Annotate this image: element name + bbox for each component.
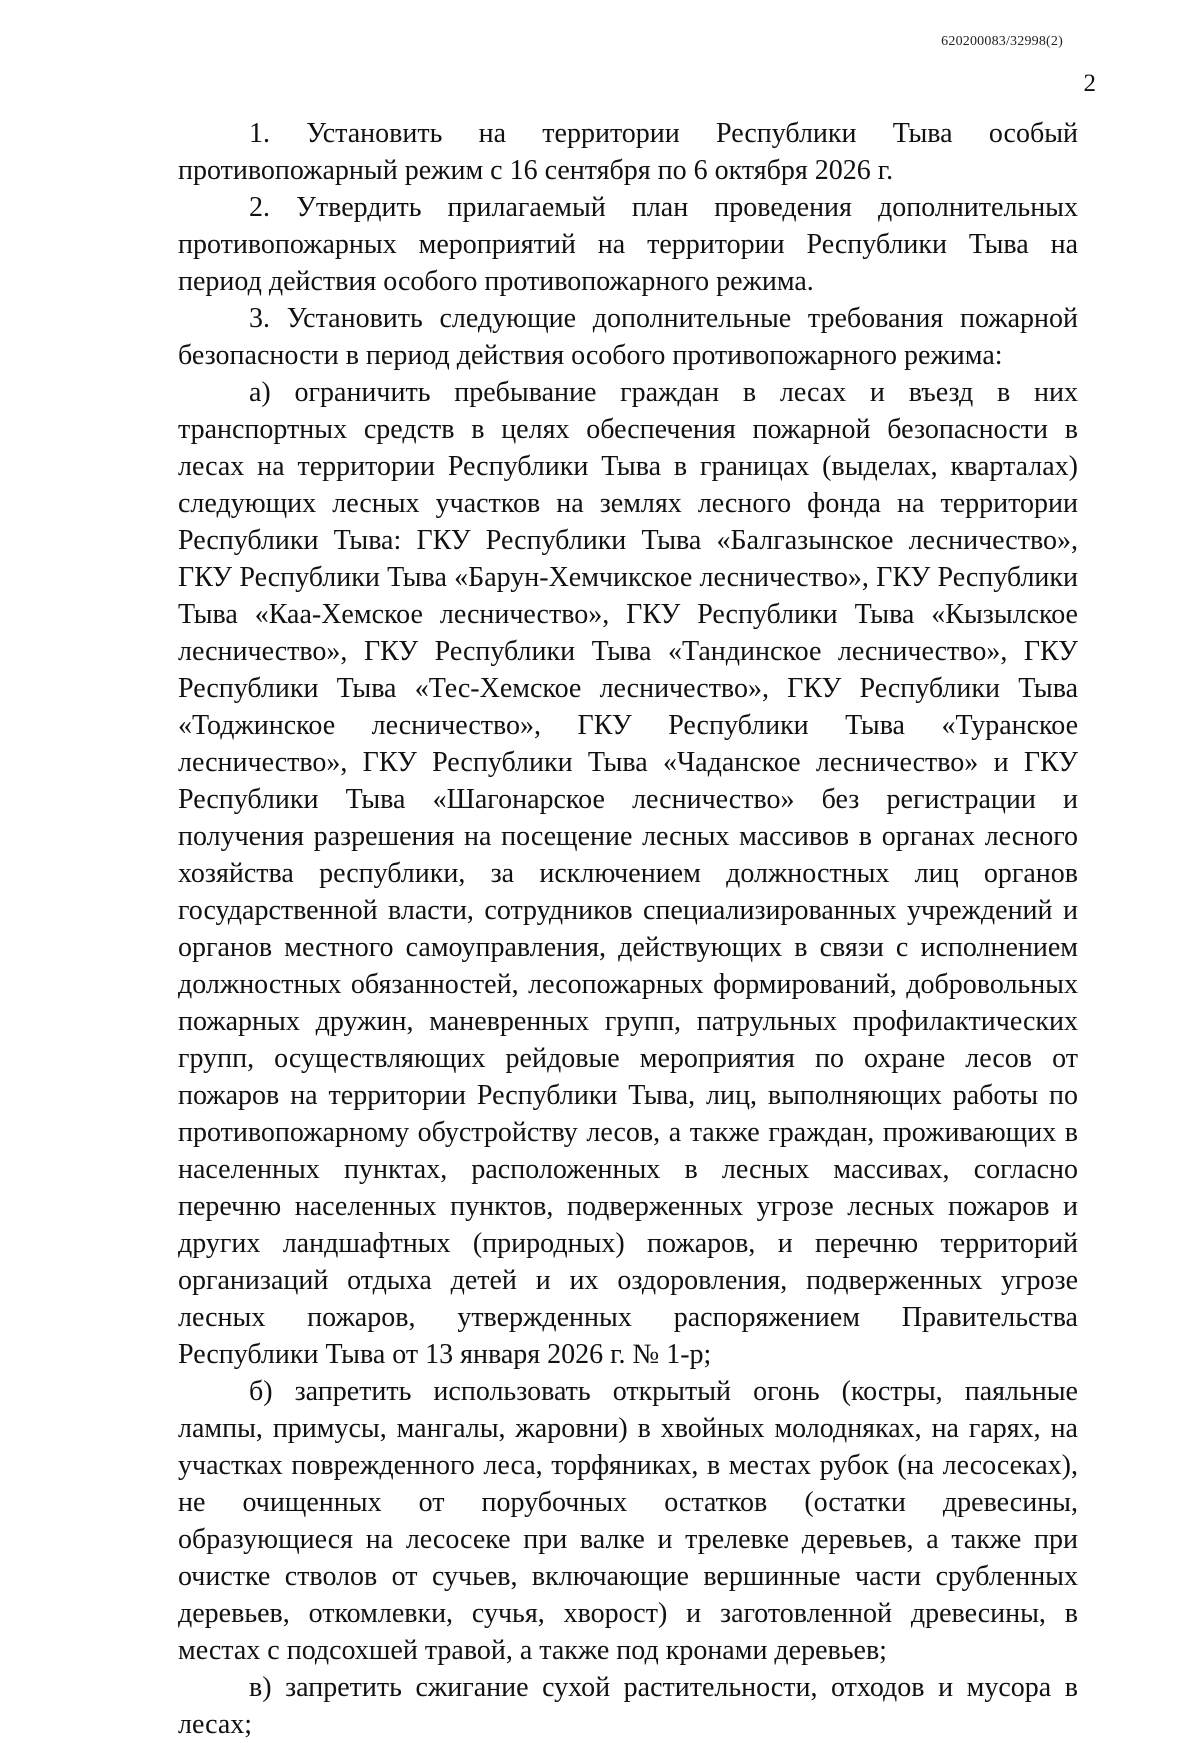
paragraph-1: 1. Установить на территории Республики Тыва особый противопожарный режим с 16 сентября по 6 октября 2026 г. [178, 118, 1078, 186]
paragraph-3a: а) ограничить пребывание граждан в лесах и въезд в них транспортных средств в целях обеспечения пожарной безопасности в лесах на территории Республики Тыва в границах (выделах, кварталах) следующих лесных участков на землях лесного фонда на территории Республики Тыва: ГКУ Республики Тыва «Балгазынское лесничество», ГКУ Республики Тыва «Барун-Хемчикское лесничество», ГКУ Республики Тыва «Каа-Хемское лесничество», ГКУ Республики Тыва «Кызылское лесничество», ГКУ Республики Тыва «Тандинское лесничество», ГКУ Республики Тыва «Тес-Хемское лесничество», ГКУ Республики Тыва «Тоджинское лесничество», ГКУ Республики Тыва «Туранское лесничество», ГКУ Республики Тыва «Чаданское лесничество» и ГКУ Республики Тыва «Шагонарское лесничество» без регистрации и получения разрешения на посещение лесных массивов в органах лесного хозяйства республики, за исключением должностных лиц органов государственной власти, сотрудников специализированных учреждений и органов местного самоуправления, действующих в связи с исполнением должностных обязанностей, лесопожарных формирований, добровольных пожарных дружин, маневренных групп, патрульных профилактических групп, осуществляющих рейдовые мероприятия по охране лесов от пожаров на территории Республики Тыва, лиц, выполняющих работы по противопожарному обустройству лесов, а также граждан, проживающих в населенных пунктах, расположенных в лесных массивах, согласно перечню населенных пунктов, подверженных угрозе лесных пожаров и других ландшафтных (природных) пожаров, и перечню территорий организаций отдыха детей и их оздоровления, подверженных угрозе лесных пожаров, утвержденных распоряжением Правительства Республики Тыва от 13 января 2026 г. № 1-р; [178, 377, 1078, 1370]
paragraph-3v: в) запретить сжигание сухой растительности, отходов и мусора в лесах; [178, 1672, 1078, 1740]
document-id: 620200083/32998(2) [941, 34, 1063, 49]
page-number: 2 [1083, 70, 1096, 97]
paragraph-3b: б) запретить использовать открытый огонь (костры, паяльные лампы, примусы, мангалы, жаровни) в хвойных молодняках, на гарях, на участках поврежденного леса, торфяниках, в местах рубок (на лесосеках), не очищенных от порубочных остатков (остатки древесины, образующиеся на лесосеке при валке и трелевке деревьев, а также при очистке стволов от сучьев, включающие вершинные части срубленных деревьев, откомлевки, сучья, хворост) и заготовленной древесины, в местах с подсохшей травой, а также под кронами деревьев; [178, 1376, 1078, 1666]
paragraph-2: 2. Утвердить прилагаемый план проведения дополнительных противопожарных мероприятий на территории Республики Тыва на период действия особого противопожарного режима. [178, 192, 1078, 297]
paragraph-3: 3. Установить следующие дополнительные требования пожарной безопасности в период действия особого противопожарного режима: [178, 303, 1078, 371]
document-body [178, 115, 1078, 1743]
